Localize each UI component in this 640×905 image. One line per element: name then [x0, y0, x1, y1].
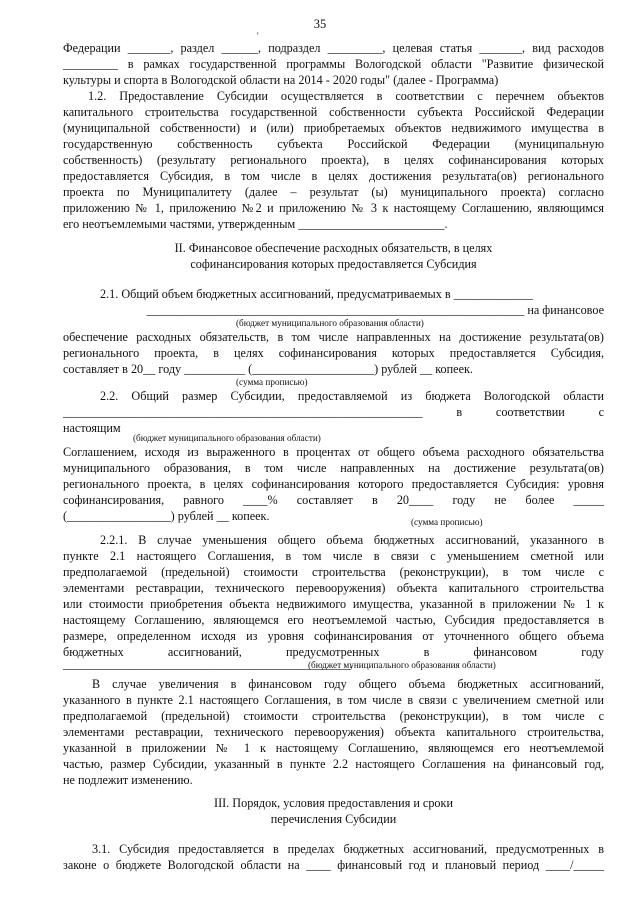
text-line: регионального проекта, в целях софинансирования которого предоставляется Субсидия: уровня	[63, 477, 604, 491]
text-line: частью, размер Субсидии, указанный в пункте 2.2 настоящего Соглашения на финансовый год,	[63, 757, 604, 771]
section-heading: софинансирования которых предоставляется Субсидия	[190, 257, 477, 271]
text-line: ______________________________________________________________ на финансовое	[146, 303, 604, 317]
text-line: указанного в пункте 2.1 настоящего Соглашения, в том числе в связи с увеличением сметной или	[63, 693, 604, 707]
text-line: муниципального образования, в том числе направленных на достижение результата(ов)	[63, 461, 604, 475]
paragraph-1-2-start: 1.2. Предоставление Субсидии осуществляется в соответствии с перечнем объектов	[88, 89, 604, 103]
text-line: собственность) (результату регионального проекта), в целях софинансирования которых	[63, 153, 604, 167]
field-caption: (сумма прописью)	[411, 517, 483, 527]
text-line: элементами реставрации, технического перевооружения) объекта капитального строительства	[63, 581, 604, 595]
text-line: (_________________) рублей __ копеек.	[63, 509, 270, 523]
paragraph-increase-start: В случае увеличения в финансовом году общего объема бюджетных ассигнований,	[92, 677, 604, 691]
text-line: его неотъемлемыми частями, утвержденным ________________________.	[63, 217, 448, 231]
text-line: регионального проекта, в целях софинансирования которых предоставляется Субсидия,	[63, 346, 604, 360]
text-line: Соглашением, исходя из выраженного в процентах от общего объема расходного обязательства	[63, 445, 604, 459]
section-heading: перечисления Субсидии	[270, 812, 397, 826]
text-line: настоящим	[63, 421, 121, 435]
text-line: пункте 2.1 настоящего Соглашения, в том числе в связи с уменьшением сметной или	[63, 549, 604, 563]
text-line: элементами реставрации, технического перевооружения) объекта капитального строительства,	[63, 725, 604, 739]
text-line: предполагаемой (предельной) стоимости строительства (реконструкции), в том числе с	[63, 565, 604, 579]
scan-mark: '	[257, 31, 259, 41]
section-heading: III. Порядок, условия предоставления и сроки	[214, 796, 453, 810]
field-caption: (бюджет муниципального образования области)	[236, 318, 424, 328]
text-line: культуры и спорта в Вологодской области на 2014 - 2020 годы" (далее - Программа)	[63, 73, 499, 87]
paragraph-2-2-1-start: 2.2.1. В случае уменьшения общего объема бюджетных ассигнований, указанного в	[100, 533, 604, 547]
text-line: софинансирования, равного ____% составляет в 20____ году не более _____	[63, 493, 604, 507]
text-line: ___________________________________________________________ в соответствии с	[63, 405, 604, 419]
text-line: размере, определенном исходя из уровня софинансирования от уточненного общего объема	[63, 629, 604, 643]
section-heading: II. Финансовое обеспечение расходных обязательств, в целях	[174, 241, 493, 255]
text-line: предполагаемой (предельной) стоимости строительства (реконструкции), в том числе с	[63, 709, 604, 723]
text-line: составляет в 20__ году __________ (____________________) рублей __ копеек.	[63, 362, 473, 376]
text-line: Федерации _______, раздел ______, подраздел _________, целевая статья _______, вид расходов	[63, 41, 604, 55]
paragraph-2-2-start: 2.2. Общий размер Субсидии, предоставляемой из бюджета Вологодской области	[100, 389, 604, 403]
text-line: указанной в приложении № 1 к настоящему Соглашению, являющемся его неотъемлемой	[63, 741, 604, 755]
text-line: _________ в рамках государственной программы Вологодской области "Развитие физической	[63, 57, 604, 71]
blank-line: _______________________________________________.	[63, 657, 353, 671]
text-line: законе о бюджете Вологодской области на ____ финансовый год и плановый период ____/_____	[63, 858, 604, 872]
text-line: не подлежит изменению.	[63, 773, 193, 787]
field-caption: (бюджет муниципального образования области)	[133, 433, 321, 443]
text-line: настоящему Соглашению, являющемся его неотъемлемой частью, Субсидия предоставляется в	[63, 613, 604, 627]
text-line: предоставляется Субсидия, в том числе в целях достижения результата(ов) регионального	[63, 169, 604, 183]
text-line: или стоимости приобретения объекта недвижимого имущества, указанной в приложении № 1 к	[63, 597, 604, 611]
field-caption: (бюджет муниципального образования области)	[308, 660, 496, 670]
text-line: проекта по Муниципалитету (далее – результат (ы) муниципального проекта) согласно	[63, 185, 604, 199]
paragraph-2-1-start: 2.1. Общий объем бюджетных ассигнований, предусматриваемых в _____________	[100, 287, 533, 301]
paragraph-3-1-start: 3.1. Субсидия предоставляется в пределах бюджетных ассигнований, предусмотренных в	[92, 842, 604, 856]
page-number: 35	[313, 17, 327, 31]
text-line: (муниципальной собственности) и (или) приобретаемых объектов недвижимого имущества в	[63, 121, 604, 135]
field-caption: (сумма прописью)	[236, 377, 308, 387]
text-line: приложению № 1, приложению №2 и приложению № 3 к настоящему Соглашению, являющимся	[63, 201, 604, 215]
text-line: бюджетных ассигнований, предусмотренных в финансовом году	[63, 645, 604, 659]
text-line: государственную собственность субъекта Российской Федерации (муниципальную	[63, 137, 604, 151]
text-line: обеспечение расходных обязательств, в том числе направленных на достижение результата(ов)	[63, 330, 604, 344]
text-line: капитального строительства государственной собственности субъекта Российской Федерации	[63, 105, 604, 119]
